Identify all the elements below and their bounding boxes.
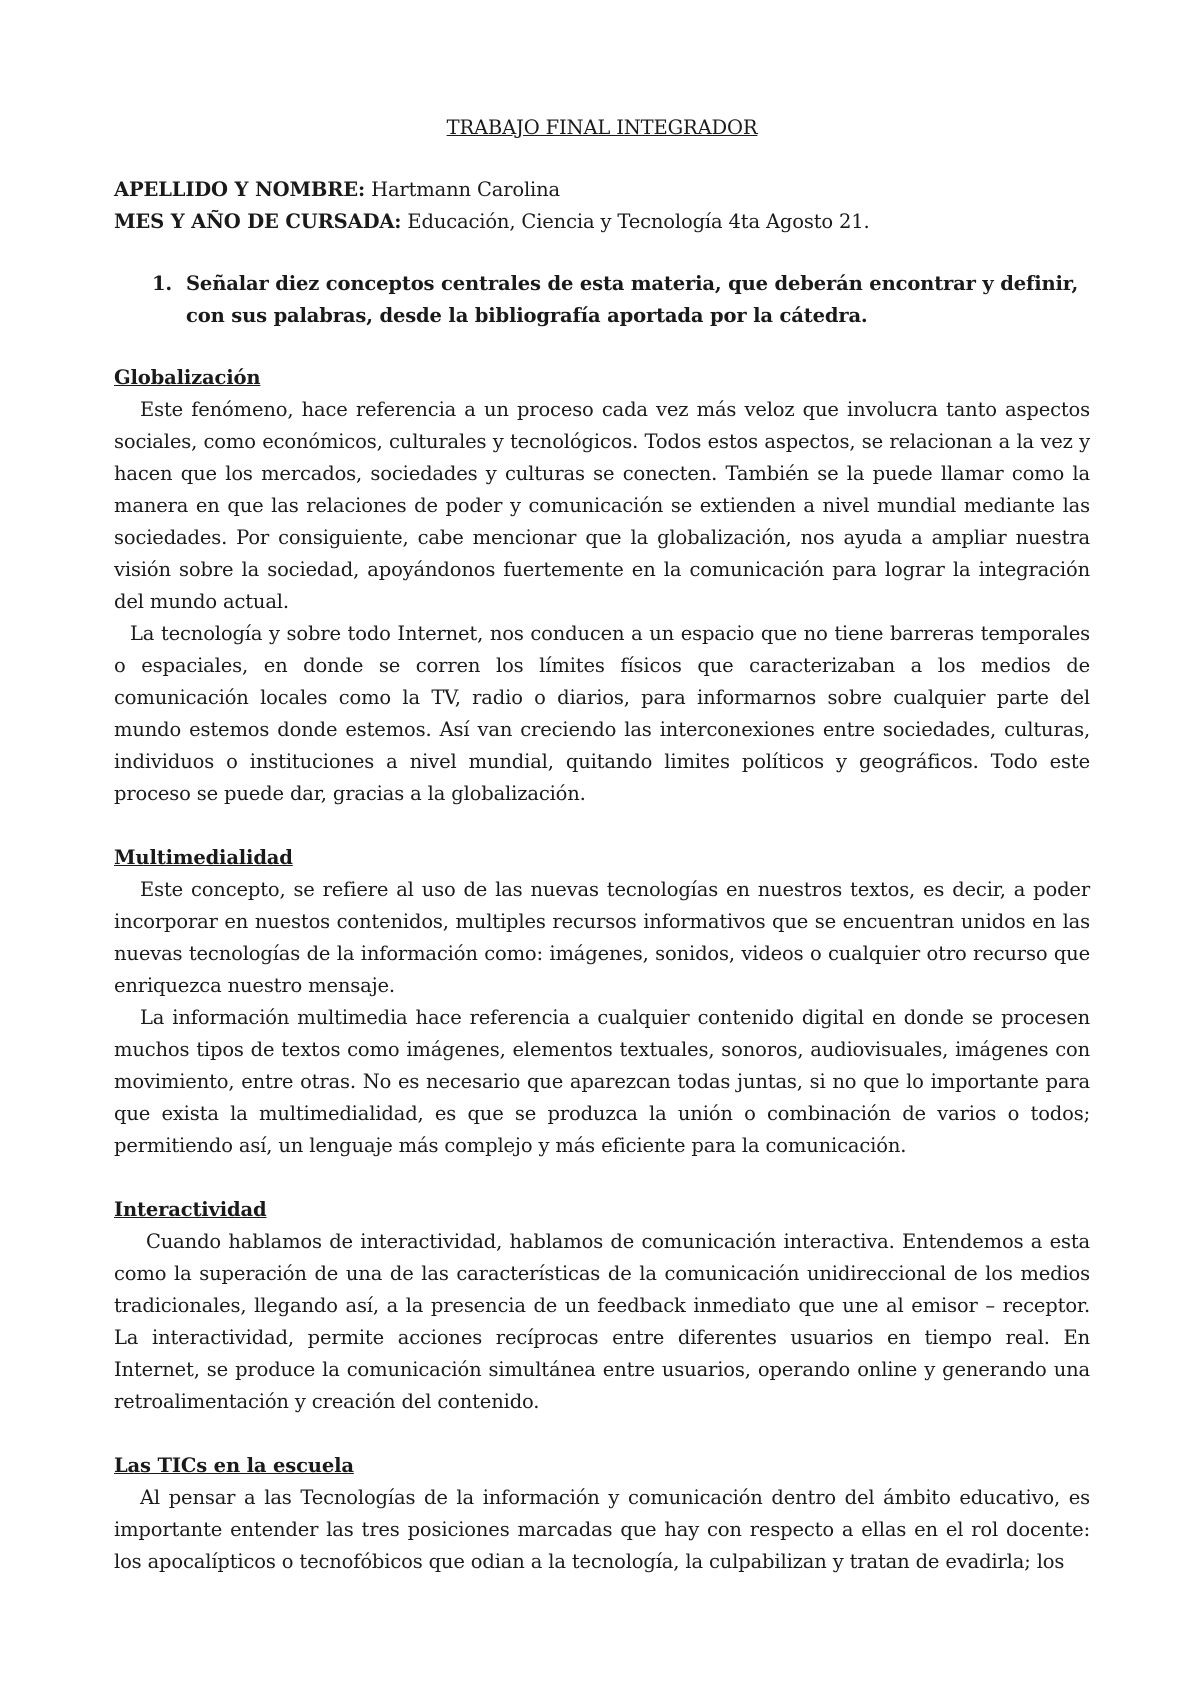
question-number: 1. [151, 272, 172, 295]
course-label: MES Y AÑO DE CURSADA: [114, 210, 402, 233]
course-line [114, 206, 1090, 238]
section-paragraph: La tecnología y sobre todo Internet, nos conducen a un espacio que no tiene barreras temporales o espaciales, en donde se corren los límites físicos que caracterizaban a los medios de comunicación locales como la TV, radio o diarios, para informarnos sobre cualquier parte del mundo estemos donde estemos. Así van creciendo las interconexiones entre sociedades, culturas, individuos o instituciones a nivel mundial, quitando limites políticos y geográficos. Todo este proceso se puede dar, gracias a la globalización. [114, 622, 1090, 805]
section-paragraph: Al pensar a las Tecnologías de la información y comunicación dentro del ámbito educativo, es importante entender las tres posiciones marcadas que hay con respecto a ellas en el rol docente: los apocalípticos o tecnofóbicos que odian a la tecnología, la culpabilizan y tratan de evadirla; los [114, 1486, 1090, 1573]
student-name-label: APELLIDO Y NOMBRE: [114, 178, 366, 201]
section-title: Las TICs en la escuela [114, 1454, 354, 1477]
section-paragraph: Cuando hablamos de interactividad, hablamos de comunicación interactiva. Entendemos a esta como la superación de una de las características de la comunicación unidireccional de los medios tradicionales, llegando así, a la presencia de un feedback inmediato que une al emisor – receptor. La interactividad, permite acciones recíprocas entre diferentes usuarios en tiempo real. En Internet, se produce la comunicación simultánea entre usuarios, operando online y generando una retroalimentación y creación del contenido. [114, 1230, 1090, 1413]
student-name-line [114, 174, 1090, 206]
section-globalizacion [114, 362, 1090, 810]
section-paragraph: Este concepto, se refiere al uso de las nuevas tecnologías en nuestros textos, es decir, a poder incorporar en nuestos contenidos, multiples recursos informativos que se encuentran unidos en las nuevas tecnologías de la información como: imágenes, sonidos, videos o cualquier otro recurso que enriquezca nuestro mensaje. [114, 878, 1090, 997]
document-page [114, 112, 1090, 1610]
document-title: TRABAJO FINAL INTEGRADOR [446, 116, 758, 139]
question-text: Señalar diez conceptos centrales de esta materia, que deberán encontrar y definir, con sus palabras, desde la bibliografía aportada por la cátedra. [186, 272, 1079, 327]
section-title: Multimedialidad [114, 846, 293, 869]
section-title: Interactividad [114, 1198, 267, 1221]
section-interactividad [114, 1194, 1090, 1418]
course-value: Educación, Ciencia y Tecnología 4ta Agosto 21. [401, 210, 870, 233]
question-item [114, 268, 1090, 332]
section-tics-escuela [114, 1450, 1090, 1578]
section-multimedialidad [114, 842, 1090, 1162]
section-title: Globalización [114, 366, 261, 389]
section-paragraph: Este fenómeno, hace referencia a un proceso cada vez más veloz que involucra tanto aspectos sociales, como económicos, culturales y tecnológicos. Todos estos aspectos, se relacionan a la vez y hacen que los mercados, sociedades y culturas se conecten. También se la puede llamar como la manera en que las relaciones de poder y comunicación se extienden a nivel mundial mediante las sociedades. Por consiguiente, cabe mencionar que la globalización, nos ayuda a ampliar nuestra visión sobre la sociedad, apoyándonos fuertemente en la comunicación para lograr la integración del mundo actual. [114, 398, 1090, 613]
student-name-value: Hartmann Carolina [365, 178, 561, 201]
section-paragraph: La información multimedia hace referencia a cualquier contenido digital en donde se procesen muchos tipos de textos como imágenes, elementos textuales, sonoros, audiovisuales, imágenes con movimiento, entre otras. No es necesario que aparezcan todas juntas, si no que lo importante para que exista la multimedialidad, es que se produzca la unión o combinación de varios o todos; permitiendo así, un lenguaje más complejo y más eficiente para la comunicación. [114, 1006, 1090, 1157]
